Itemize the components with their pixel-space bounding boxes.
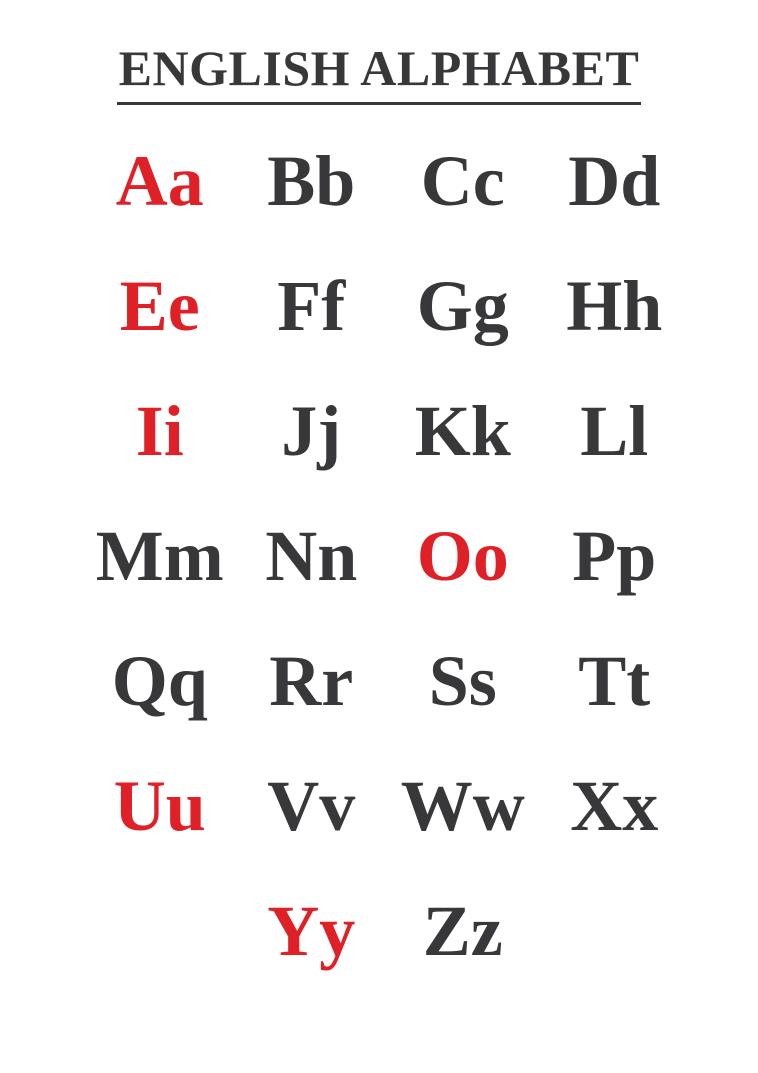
letter-pair-qq: Qq xyxy=(111,641,208,721)
poster-title: ENGLISH ALPHABET xyxy=(117,42,642,105)
letter-pair-gg: Gg xyxy=(416,266,509,346)
letter-pair-jj: Jj xyxy=(281,391,342,471)
letter-pair-ii: Ii xyxy=(135,391,184,471)
letter-pair-cc: Cc xyxy=(420,141,505,221)
title-wrap xyxy=(0,0,758,105)
letter-pair-hh: Hh xyxy=(566,266,663,346)
letter-pair-tt: Tt xyxy=(578,641,651,721)
letter-pair-mm: Mm xyxy=(95,516,224,596)
letter-pair-uu: Uu xyxy=(113,766,206,846)
letter-pair-nn: Nn xyxy=(265,516,358,596)
letter-pair-xx: Xx xyxy=(570,766,659,846)
letter-grid xyxy=(84,119,690,994)
letter-pair-oo: Oo xyxy=(416,516,509,596)
letter-pair-dd: Dd xyxy=(568,141,661,221)
letter-pair-ll: Ll xyxy=(580,391,649,471)
letter-pair-pp: Pp xyxy=(572,516,657,596)
letter-pair-zz: Zz xyxy=(422,891,503,971)
letter-pair-vv: Vv xyxy=(267,766,356,846)
letter-pair-yy: Yy xyxy=(267,891,356,971)
letter-pair-ss: Ss xyxy=(428,641,497,721)
letter-pair-bb: Bb xyxy=(267,141,356,221)
letter-pair-ee: Ee xyxy=(119,266,200,346)
letter-pair-ww: Ww xyxy=(400,766,525,846)
letter-pair-aa: Aa xyxy=(115,141,204,221)
letter-pair-ff: Ff xyxy=(277,266,346,346)
letter-pair-kk: Kk xyxy=(414,391,511,471)
letter-pair-rr: Rr xyxy=(269,641,354,721)
